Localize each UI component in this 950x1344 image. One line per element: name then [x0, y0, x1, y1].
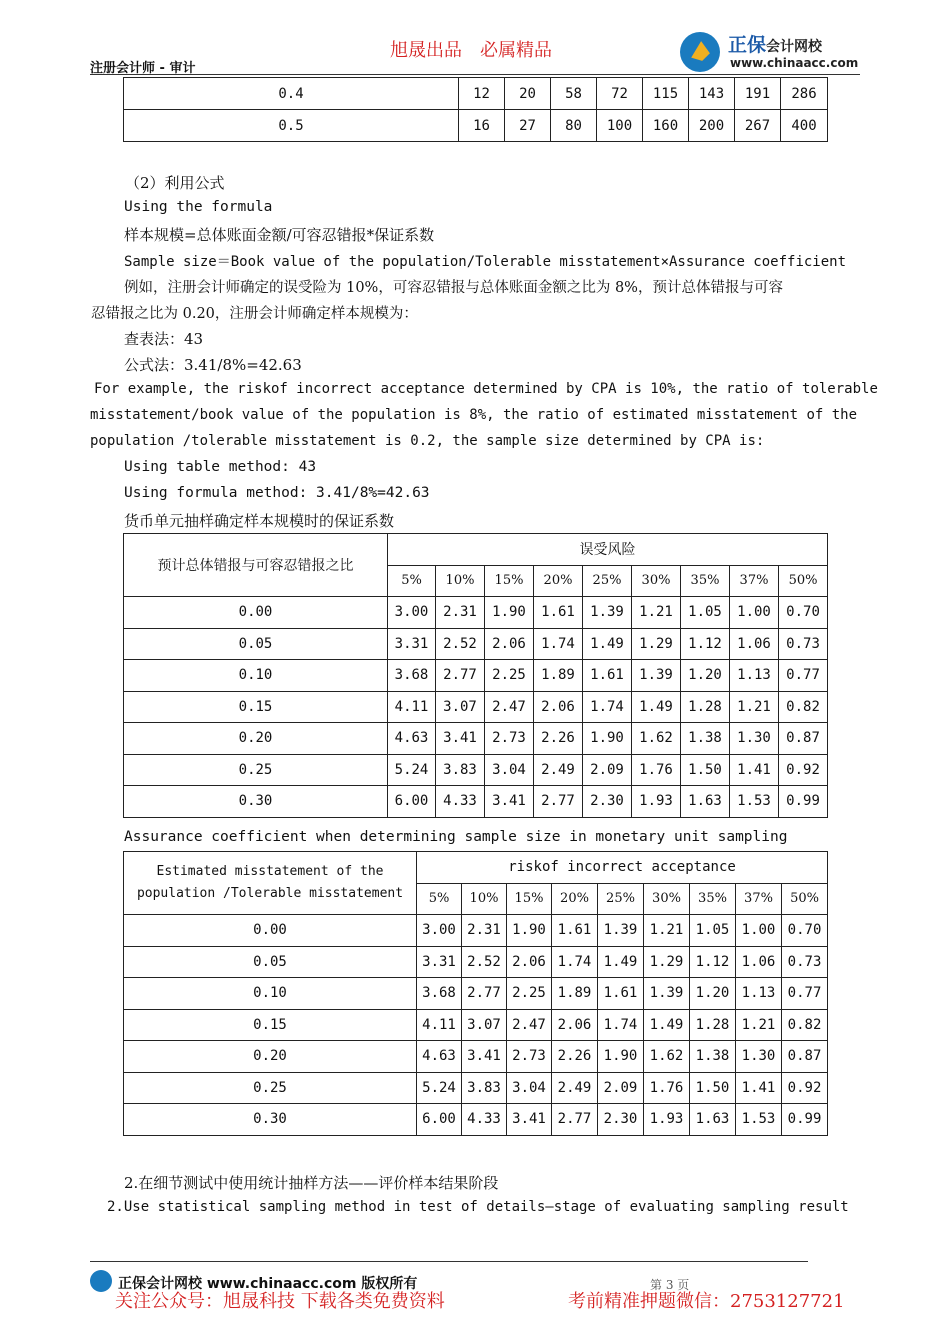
- table-row: [124, 597, 828, 629]
- assurance-coefficient-table-en: [123, 851, 828, 1136]
- table-cell: 191: [735, 78, 781, 110]
- table-method-en: Using table method: 43: [124, 459, 317, 475]
- header-slogan: 旭晟出品 必属精品: [390, 40, 552, 61]
- en-row-header: [124, 852, 417, 915]
- coefficient-cell: 1.63: [690, 1104, 736, 1136]
- row-label: 0.05: [124, 946, 417, 978]
- table-cell: 20: [505, 78, 551, 110]
- coefficient-cell: 1.30: [736, 1041, 782, 1073]
- table-row: [124, 110, 828, 142]
- table-row: [124, 691, 828, 723]
- table-row: [124, 1009, 828, 1041]
- risk-level-header: 37%: [736, 883, 782, 915]
- table-cell: 200: [689, 110, 735, 142]
- risk-level-header: 15%: [485, 565, 534, 597]
- coefficient-cell: 3.07: [462, 1009, 507, 1041]
- coefficient-cell: 3.31: [417, 946, 462, 978]
- formula-method-cn: 公式法：3.41/8%=42.63: [124, 356, 302, 374]
- table-cell: 12: [459, 78, 505, 110]
- page-number: 第 3 页: [650, 1278, 690, 1292]
- coefficient-cell: 1.49: [644, 1009, 690, 1041]
- coefficient-cell: 0.73: [779, 628, 828, 660]
- row-label: 0.00: [124, 597, 388, 629]
- chinaacc-logo: [680, 30, 865, 74]
- coefficient-cell: 2.52: [462, 946, 507, 978]
- coefficient-cell: 0.73: [782, 946, 828, 978]
- header-course-title: 注册会计师 - 审计: [90, 61, 196, 76]
- coefficient-cell: 1.41: [736, 1072, 782, 1104]
- coefficient-cell: 3.83: [462, 1072, 507, 1104]
- coefficient-cell: 1.90: [583, 723, 632, 755]
- coefficient-cell: 1.49: [598, 946, 644, 978]
- coefficient-cell: 2.25: [507, 978, 552, 1010]
- coefficient-cell: 1.39: [598, 915, 644, 947]
- coefficient-cell: 0.99: [779, 786, 828, 818]
- en-row-header-line2: population /Tolerable misstatement: [136, 886, 404, 901]
- coefficient-cell: 1.90: [485, 597, 534, 629]
- header-divider: [90, 74, 860, 75]
- coefficient-cell: 2.31: [462, 915, 507, 947]
- coefficient-cell: 1.29: [644, 946, 690, 978]
- coefficient-cell: 3.00: [388, 597, 436, 629]
- formula-method-en: Using formula method: 3.41/8%=42.63: [124, 485, 430, 501]
- coefficient-cell: 1.41: [730, 754, 779, 786]
- example-en-line3: population /tolerable misstatement is 0.2, the sample size determined by CPA is:: [90, 433, 765, 449]
- coefficient-cell: 1.90: [598, 1041, 644, 1073]
- coefficient-cell: 1.74: [583, 691, 632, 723]
- coefficient-cell: 1.61: [598, 978, 644, 1010]
- coefficient-cell: 3.31: [388, 628, 436, 660]
- coefficient-cell: 2.25: [485, 660, 534, 692]
- table-row: [124, 723, 828, 755]
- table-cell: 100: [597, 110, 643, 142]
- coefficient-cell: 1.39: [644, 978, 690, 1010]
- table-row: [124, 1104, 828, 1136]
- risk-level-header: 20%: [534, 565, 583, 597]
- coefficient-cell: 2.77: [462, 978, 507, 1010]
- coefficient-cell: 2.47: [507, 1009, 552, 1041]
- section-2-heading-cn: 2.在细节测试中使用统计抽样方法——评价样本结果阶段: [124, 1174, 499, 1192]
- coefficient-cell: 1.28: [690, 1009, 736, 1041]
- coefficient-cell: 2.26: [534, 723, 583, 755]
- row-label: 0.05: [124, 628, 388, 660]
- risk-level-header: 10%: [462, 883, 507, 915]
- coefficient-cell: 1.13: [730, 660, 779, 692]
- table-row: [124, 78, 828, 110]
- coefficient-cell: 1.61: [534, 597, 583, 629]
- coefficient-cell: 1.39: [632, 660, 681, 692]
- coefficient-cell: 1.30: [730, 723, 779, 755]
- risk-level-header: 50%: [779, 565, 828, 597]
- coefficient-cell: 1.13: [736, 978, 782, 1010]
- risk-level-header: 15%: [507, 883, 552, 915]
- table-cell: 58: [551, 78, 597, 110]
- coefficient-cell: 1.76: [632, 754, 681, 786]
- coefficient-cell: 1.38: [681, 723, 730, 755]
- example-en-line1: For example, the riskof incorrect acceptance determined by CPA is 10%, the ratio of tolerable: [94, 381, 878, 397]
- coefficient-cell: 2.77: [436, 660, 485, 692]
- logo-title: 正保会计网校: [728, 34, 823, 56]
- coefficient-cell: 2.30: [598, 1104, 644, 1136]
- coefficient-cell: 2.77: [534, 786, 583, 818]
- table-row: [124, 978, 828, 1010]
- footer-logo-icon: [90, 1270, 112, 1292]
- table-cell: 115: [643, 78, 689, 110]
- row-label: 0.10: [124, 660, 388, 692]
- risk-level-header: 35%: [681, 565, 730, 597]
- coefficient-cell: 0.82: [782, 1009, 828, 1041]
- coefficient-cell: 1.62: [644, 1041, 690, 1073]
- risk-level-header: 30%: [632, 565, 681, 597]
- coefficient-cell: 1.76: [644, 1072, 690, 1104]
- coefficient-cell: 3.00: [417, 915, 462, 947]
- coefficient-cell: 6.00: [417, 1104, 462, 1136]
- coefficient-cell: 1.74: [534, 628, 583, 660]
- coefficient-cell: 1.50: [681, 754, 730, 786]
- coefficient-cell: 1.74: [598, 1009, 644, 1041]
- risk-level-header: 20%: [552, 883, 598, 915]
- coefficient-cell: 2.49: [552, 1072, 598, 1104]
- coefficient-cell: 1.28: [681, 691, 730, 723]
- coefficient-cell: 1.21: [644, 915, 690, 947]
- coefficient-cell: 2.77: [552, 1104, 598, 1136]
- table-method-cn: 查表法：43: [124, 330, 204, 348]
- coefficient-cell: 3.41: [507, 1104, 552, 1136]
- table-row: [124, 660, 828, 692]
- coefficient-cell: 1.20: [690, 978, 736, 1010]
- coefficient-cell: 1.89: [552, 978, 598, 1010]
- coefficient-cell: 1.21: [632, 597, 681, 629]
- risk-level-header: 10%: [436, 565, 485, 597]
- coefficient-cell: 1.62: [632, 723, 681, 755]
- coefficient-cell: 1.89: [534, 660, 583, 692]
- footer-copyright: 正保会计网校 www.chinaacc.com 版权所有: [118, 1276, 418, 1292]
- footer-divider: [90, 1261, 808, 1262]
- row-label: 0.4: [124, 78, 459, 110]
- coefficient-cell: 2.09: [583, 754, 632, 786]
- coefficient-cell: 3.07: [436, 691, 485, 723]
- coefficient-cell: 2.09: [598, 1072, 644, 1104]
- coefficient-cell: 1.53: [736, 1104, 782, 1136]
- coefficient-cell: 4.33: [436, 786, 485, 818]
- en-group-header: riskof incorrect acceptance: [417, 852, 828, 884]
- coefficient-cell: 0.99: [782, 1104, 828, 1136]
- coefficient-cell: 1.61: [583, 660, 632, 692]
- footer-promo-right: 考前精准押题微信：2753127721: [568, 1291, 845, 1312]
- coefficient-cell: 3.83: [436, 754, 485, 786]
- row-label: 0.15: [124, 691, 388, 723]
- table-row: [124, 1072, 828, 1104]
- row-label: 0.25: [124, 754, 388, 786]
- coefficient-cell: 1.49: [632, 691, 681, 723]
- cn-row-header: 预计总体错报与可容忍错报之比: [124, 534, 388, 597]
- table-cell: 400: [781, 110, 828, 142]
- coefficient-cell: 4.11: [388, 691, 436, 723]
- table-cell: 16: [459, 110, 505, 142]
- risk-level-header: 25%: [583, 565, 632, 597]
- coefficient-cell: 2.49: [534, 754, 583, 786]
- table-cell: 80: [551, 110, 597, 142]
- coefficient-cell: 2.06: [485, 628, 534, 660]
- coefficient-cell: 3.41: [485, 786, 534, 818]
- formula-en: Sample size＝Book value of the population/Tolerable misstatement×Assurance coefficient: [124, 254, 847, 270]
- en-table-caption: Assurance coefficient when determining sample size in monetary unit sampling: [124, 829, 788, 845]
- coefficient-cell: 1.00: [736, 915, 782, 947]
- logo-url: www.chinaacc.com: [730, 56, 859, 70]
- coefficient-cell: 2.06: [552, 1009, 598, 1041]
- coefficient-cell: 3.04: [485, 754, 534, 786]
- coefficient-cell: 1.38: [690, 1041, 736, 1073]
- coefficient-cell: 1.06: [736, 946, 782, 978]
- table-cell: 27: [505, 110, 551, 142]
- coefficient-cell: 1.06: [730, 628, 779, 660]
- risk-level-header: 30%: [644, 883, 690, 915]
- coefficient-cell: 0.70: [779, 597, 828, 629]
- formula-heading-cn: （2）利用公式: [125, 174, 225, 192]
- example-en-line2: misstatement/book value of the population is 8%, the ratio of estimated misstatement of the: [90, 407, 858, 423]
- coefficient-cell: 1.50: [690, 1072, 736, 1104]
- coefficient-cell: 0.87: [779, 723, 828, 755]
- en-row-header-line1: Estimated misstatement of the: [156, 864, 384, 879]
- coefficient-cell: 1.39: [583, 597, 632, 629]
- coefficient-cell: 2.31: [436, 597, 485, 629]
- coefficient-cell: 2.30: [583, 786, 632, 818]
- row-label: 0.25: [124, 1072, 417, 1104]
- coefficient-cell: 1.05: [681, 597, 730, 629]
- risk-level-header: 25%: [598, 883, 644, 915]
- example-cn-line2: 忍错报之比为 0.20，注册会计师确定样本规模为：: [91, 306, 418, 322]
- table-row: [124, 628, 828, 660]
- coefficient-cell: 3.04: [507, 1072, 552, 1104]
- table-row: [124, 754, 828, 786]
- coefficient-cell: 1.61: [552, 915, 598, 947]
- example-cn-line1: 例如，注册会计师确定的误受险为 10%，可容忍错报与总体账面金额之比为 8%，预计总体错报与可容: [124, 280, 783, 296]
- coefficient-cell: 0.82: [779, 691, 828, 723]
- row-label: 0.30: [124, 786, 388, 818]
- coefficient-cell: 4.63: [417, 1041, 462, 1073]
- coefficient-cell: 1.05: [690, 915, 736, 947]
- section-2-heading-en: 2.Use statistical sampling method in test of details—stage of evaluating sampling result: [107, 1199, 849, 1215]
- coefficient-cell: 1.90: [507, 915, 552, 947]
- coefficient-cell: 0.77: [782, 978, 828, 1010]
- row-label: 0.15: [124, 1009, 417, 1041]
- coefficient-cell: 1.00: [730, 597, 779, 629]
- coefficient-cell: 6.00: [388, 786, 436, 818]
- row-label: 0.00: [124, 915, 417, 947]
- coefficient-cell: 1.20: [681, 660, 730, 692]
- coefficient-cell: 5.24: [388, 754, 436, 786]
- assurance-coefficient-table-cn: [123, 533, 828, 818]
- coefficient-cell: 2.73: [485, 723, 534, 755]
- row-label: 0.20: [124, 1041, 417, 1073]
- table-row: [124, 786, 828, 818]
- coefficient-cell: 1.12: [690, 946, 736, 978]
- cn-table-caption: 货币单元抽样确定样本规模时的保证系数: [124, 512, 395, 530]
- coefficient-cell: 1.21: [730, 691, 779, 723]
- coefficient-cell: 4.63: [388, 723, 436, 755]
- coefficient-cell: 1.21: [736, 1009, 782, 1041]
- table-row: [124, 946, 828, 978]
- coefficient-cell: 1.63: [681, 786, 730, 818]
- coefficient-cell: 3.41: [462, 1041, 507, 1073]
- coefficient-cell: 0.70: [782, 915, 828, 947]
- coefficient-cell: 0.92: [779, 754, 828, 786]
- table-cell: 286: [781, 78, 828, 110]
- coefficient-cell: 1.93: [632, 786, 681, 818]
- coefficient-cell: 2.06: [507, 946, 552, 978]
- footer-promo-left: 关注公众号：旭晟科技 下载各类免费资料: [115, 1291, 445, 1312]
- coefficient-cell: 0.77: [779, 660, 828, 692]
- row-label: 0.5: [124, 110, 459, 142]
- coefficient-cell: 1.74: [552, 946, 598, 978]
- coefficient-cell: 3.41: [436, 723, 485, 755]
- coefficient-cell: 3.68: [388, 660, 436, 692]
- coefficient-cell: 4.11: [417, 1009, 462, 1041]
- table-cell: 267: [735, 110, 781, 142]
- coefficient-cell: 3.68: [417, 978, 462, 1010]
- coefficient-cell: 1.53: [730, 786, 779, 818]
- row-label: 0.30: [124, 1104, 417, 1136]
- coefficient-cell: 5.24: [417, 1072, 462, 1104]
- coefficient-cell: 1.29: [632, 628, 681, 660]
- coefficient-cell: 2.26: [552, 1041, 598, 1073]
- coefficient-cell: 2.73: [507, 1041, 552, 1073]
- risk-level-header: 35%: [690, 883, 736, 915]
- row-label: 0.10: [124, 978, 417, 1010]
- row-label: 0.20: [124, 723, 388, 755]
- logo-emblem-icon: [680, 32, 720, 72]
- coefficient-cell: 2.52: [436, 628, 485, 660]
- cn-group-header: 误受风险: [388, 534, 828, 566]
- sample-size-table-continued: [123, 77, 828, 142]
- coefficient-cell: 0.87: [782, 1041, 828, 1073]
- coefficient-cell: 1.49: [583, 628, 632, 660]
- risk-level-header: 37%: [730, 565, 779, 597]
- risk-level-header: 5%: [417, 883, 462, 915]
- coefficient-cell: 1.93: [644, 1104, 690, 1136]
- risk-level-header: 50%: [782, 883, 828, 915]
- coefficient-cell: 2.06: [534, 691, 583, 723]
- coefficient-cell: 1.12: [681, 628, 730, 660]
- coefficient-cell: 4.33: [462, 1104, 507, 1136]
- table-row: [124, 915, 828, 947]
- coefficient-cell: 0.92: [782, 1072, 828, 1104]
- table-cell: 143: [689, 78, 735, 110]
- risk-level-header: 5%: [388, 565, 436, 597]
- table-cell: 72: [597, 78, 643, 110]
- table-row: [124, 1041, 828, 1073]
- formula-cn: 样本规模=总体账面金额/可容忍错报*保证系数: [124, 226, 435, 244]
- table-cell: 160: [643, 110, 689, 142]
- formula-heading-en: Using the formula: [124, 199, 273, 215]
- coefficient-cell: 2.47: [485, 691, 534, 723]
